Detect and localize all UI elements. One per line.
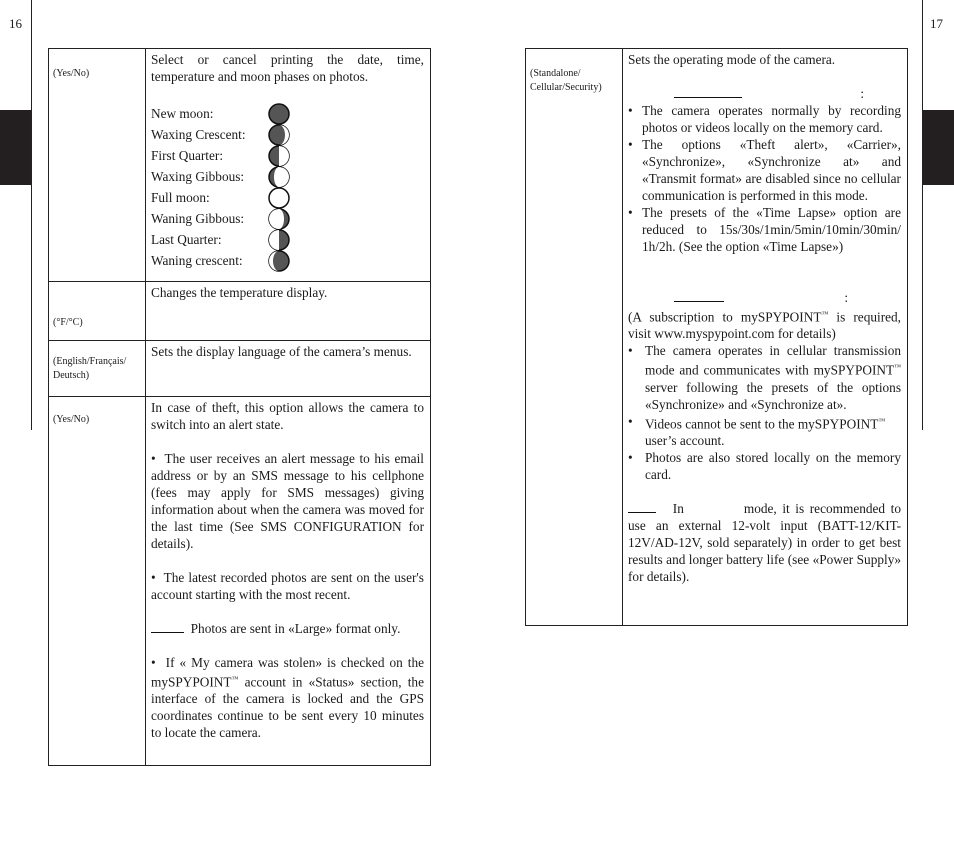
bullet-icon: • bbox=[628, 103, 633, 118]
standalone-bullet-text: The presets of the «Time Lapse» option are reduced to 15s/30s/1min/5min/10min/30min/ 1h/2h. (See the option «Time Lapse») bbox=[642, 205, 901, 254]
waning-crescent-icon bbox=[268, 250, 290, 272]
table-row bbox=[49, 282, 431, 341]
heading-colon: : bbox=[844, 290, 849, 305]
new-moon-icon bbox=[268, 103, 290, 125]
list-item bbox=[151, 187, 424, 208]
trademark-mark: ™ bbox=[231, 675, 239, 683]
settings-table-left bbox=[48, 48, 431, 766]
list-item bbox=[151, 166, 424, 187]
subscription-note bbox=[628, 306, 901, 342]
theft-bullet-text: The latest recorded photos are sent on the user's account starting with the most recent. bbox=[151, 570, 424, 602]
subscription-text-cont: is required, visit www.myspypoint.com for details) bbox=[628, 309, 901, 342]
right-chapter-tab bbox=[923, 110, 954, 185]
heading-colon: : bbox=[860, 86, 865, 101]
trademark-mark: ™ bbox=[878, 416, 886, 425]
trademark-mark: ™ bbox=[821, 310, 829, 318]
theft-alert-values-label: (Yes/No) bbox=[53, 414, 90, 425]
waxing-gibbous-icon bbox=[268, 166, 290, 188]
list-item bbox=[151, 250, 424, 271]
bullet-icon: • bbox=[151, 451, 156, 466]
list-item bbox=[628, 342, 901, 412]
table-row bbox=[49, 397, 431, 766]
cellular-bullet-text-cont: user’s account. bbox=[645, 433, 725, 449]
moon-phase-label: New moon: bbox=[151, 106, 214, 121]
note-line bbox=[151, 620, 424, 637]
date-time-description: Select or cancel printing the date, time, temperature and moon phases on photos. bbox=[151, 52, 424, 84]
last-quarter-icon bbox=[268, 229, 290, 251]
list-item bbox=[151, 145, 424, 166]
theft-bullet-text: If « My camera was stolen» is checked on the mySPYPOINT bbox=[151, 655, 425, 690]
subscription-text: (A subscription to mySPYPOINT bbox=[628, 309, 822, 325]
bullet-icon: • bbox=[628, 137, 633, 152]
list-item bbox=[628, 136, 901, 204]
theft-bullet-text: The user receives an alert message to his email address or by an SMS message to his cellphone (fees may apply for SMS messages) giving information about when the camera was moved for the last time (See SMS CONFIGURATION for details). bbox=[151, 451, 424, 551]
bullet-icon: • bbox=[151, 570, 156, 585]
temperature-values-label: (°F/°C) bbox=[53, 317, 83, 328]
cellular-heading bbox=[628, 289, 901, 306]
theft-alert-description: In case of theft, this option allows the camera to switch into an alert state. bbox=[151, 400, 424, 432]
cellular-bullet-text-cont: server following the presets of the options «Synchronize» and «Synchronize at». bbox=[645, 379, 901, 412]
note-text-cont: mode, it is recommended to use an external 12-volt input (BATT-12/KIT-12V/AD-12V, sold separately) in order to get best results and longer battery life (see «Power Supply» for details). bbox=[628, 501, 901, 585]
table-row bbox=[49, 49, 431, 282]
bullet-icon: • bbox=[628, 205, 633, 220]
cellular-bullet-text: Videos cannot be sent to the mySPYPOINT bbox=[645, 416, 879, 432]
table-row bbox=[49, 341, 431, 397]
page-number-right: 17 bbox=[930, 16, 943, 31]
moon-phase-label: Waning crescent: bbox=[151, 253, 243, 268]
list-item bbox=[151, 450, 424, 552]
note-text: Photos are sent in «Large» format only. bbox=[190, 621, 401, 636]
full-moon-icon bbox=[268, 187, 290, 209]
note-text: In bbox=[672, 501, 684, 517]
option-values-label: (Yes/No) bbox=[53, 68, 90, 79]
moon-phase-label: Full moon: bbox=[151, 190, 210, 205]
moon-phase-label: Waxing Gibbous: bbox=[151, 169, 245, 184]
note-blank bbox=[628, 501, 656, 513]
left-margin-line bbox=[31, 0, 32, 430]
list-item bbox=[151, 208, 424, 229]
right-margin-line bbox=[922, 0, 923, 430]
heading-blank bbox=[674, 290, 724, 302]
list-item bbox=[628, 102, 901, 136]
moon-phase-list bbox=[151, 103, 424, 271]
heading-blank bbox=[674, 86, 742, 98]
waxing-crescent-icon bbox=[268, 124, 290, 146]
list-item bbox=[151, 569, 424, 603]
list-item bbox=[151, 124, 424, 145]
bullet-icon: • bbox=[628, 450, 633, 466]
list-item bbox=[628, 204, 901, 255]
moon-phase-label: Waning Gibbous: bbox=[151, 211, 245, 226]
moon-phase-label: Waxing Crescent: bbox=[151, 127, 246, 142]
language-description: Sets the display language of the camera’s menus. bbox=[151, 344, 412, 359]
moon-phase-label: Last Quarter: bbox=[151, 232, 222, 247]
language-values-label: (English/Français/ Deutsch) bbox=[53, 356, 127, 381]
moon-phase-label: First Quarter: bbox=[151, 148, 224, 163]
page-number-left: 16 bbox=[9, 16, 22, 31]
temperature-description: Changes the temperature display. bbox=[151, 285, 328, 300]
left-chapter-tab bbox=[0, 110, 31, 185]
note-blank bbox=[151, 621, 184, 633]
list-item bbox=[151, 103, 424, 124]
settings-table-right bbox=[525, 48, 908, 626]
trademark-mark: ™ bbox=[894, 363, 901, 372]
bullet-icon: • bbox=[151, 655, 156, 670]
cellular-bullet-text: Photos are also stored locally on the memory card. bbox=[645, 450, 901, 483]
list-item bbox=[628, 449, 901, 483]
standalone-bullet-text: The options «Theft alert», «Carrier», «Synchronize», «Synchronize at» and «Transmit format» are disabled since no cellular communication is performed in this mode. bbox=[642, 137, 901, 203]
standalone-bullet-text: The camera operates normally by recording photos or videos locally on the memory card. bbox=[642, 103, 901, 135]
waning-gibbous-icon bbox=[268, 208, 290, 230]
cellular-bullet-text: The camera operates in cellular transmission mode and communicates with mySPYPOINT bbox=[645, 343, 901, 378]
power-note bbox=[628, 500, 901, 585]
table-row bbox=[526, 49, 908, 626]
list-item bbox=[628, 413, 901, 449]
list-item bbox=[151, 654, 424, 741]
standalone-heading bbox=[628, 85, 901, 102]
bullet-icon: • bbox=[628, 343, 633, 359]
mode-values-label: (Standalone/ Cellular/Security) bbox=[530, 68, 602, 93]
mode-description: Sets the operating mode of the camera. bbox=[628, 52, 836, 67]
list-item bbox=[151, 229, 424, 250]
first-quarter-icon bbox=[268, 145, 290, 167]
bullet-icon: • bbox=[628, 413, 633, 429]
theft-bullet-text-cont: account in «Status» section, the interface of the camera is locked and the GPS coordinates continue to be sent every 10 minutes to locate the camera. bbox=[151, 674, 424, 741]
